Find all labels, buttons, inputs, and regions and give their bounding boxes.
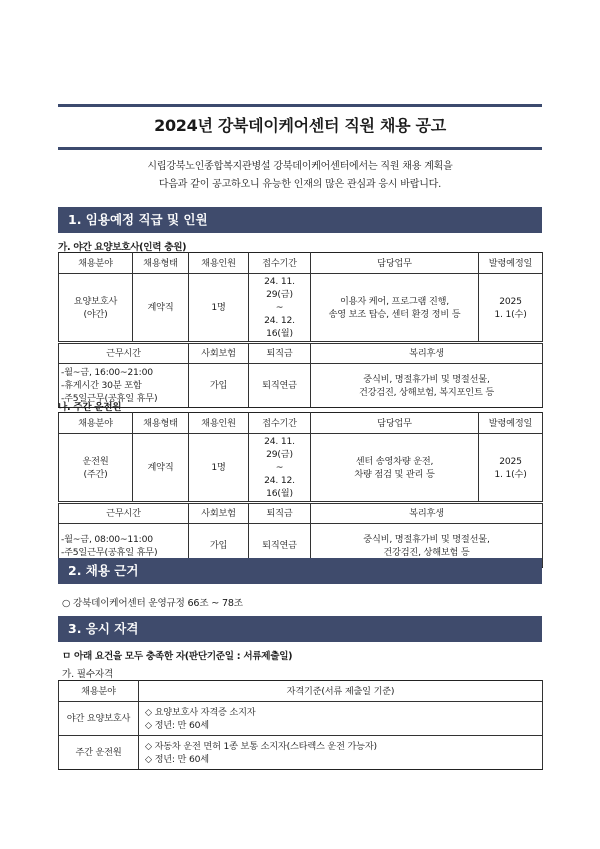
welfare-line: 건강검진, 상해보험 등 <box>383 546 470 558</box>
header-cell: 복리후생 <box>311 343 543 364</box>
qualification-subheading: 가. 필수자격 <box>62 669 114 680</box>
criteria-cell <box>139 702 543 736</box>
qualification-condition: ㅁ 아래 요건을 모두 충족한 자(판단기준일 : 서류제출일) <box>62 651 293 662</box>
night-position-table <box>58 252 543 408</box>
field-cell: 야간 요양보호사 <box>59 702 139 736</box>
type-cell: 계약직 <box>133 274 189 343</box>
header-cell: 근무시간 <box>59 503 189 524</box>
hours-line: -월~금, 08:00~11:00 <box>61 533 153 545</box>
table-row <box>59 681 543 702</box>
table-row <box>59 253 543 274</box>
start-date-cell <box>479 434 543 503</box>
qualification-table <box>58 680 543 770</box>
hours-line: -주5일근무(공휴일 휴무) <box>61 546 158 558</box>
duty-line: 이용자 케어, 프로그램 진행, <box>339 295 450 307</box>
count-cell: 1명 <box>189 434 249 503</box>
field-line: (주간) <box>83 468 108 480</box>
field-line: 요양보호사 <box>73 295 118 307</box>
period-line: ~ <box>275 302 284 313</box>
start-line: 1. 1(수) <box>494 468 527 480</box>
day-position-table <box>58 412 543 568</box>
header-cell: 발령예정일 <box>479 253 543 274</box>
period-line: ~ <box>275 462 284 473</box>
header-cell: 퇴직금 <box>249 503 311 524</box>
header-cell: 채용형태 <box>133 253 189 274</box>
duty-cell <box>311 274 479 343</box>
severance-cell: 퇴직연금 <box>249 364 311 408</box>
criteria-line: ◇ 요양보호사 자격증 소지자 <box>145 706 256 718</box>
header-cell: 채용인원 <box>189 253 249 274</box>
header-cell: 담당업무 <box>311 253 479 274</box>
intro-line-2: 다음과 같이 공고하오니 유능한 인재의 많은 관심과 응시 바랍니다. <box>158 179 442 190</box>
duty-line: 차량 점검 및 관리 등 <box>354 468 435 480</box>
title-rule-top <box>58 104 542 107</box>
criteria-cell <box>139 736 543 770</box>
insurance-cell: 가입 <box>189 364 249 408</box>
header-cell: 근무시간 <box>59 343 189 364</box>
table-row <box>59 343 543 364</box>
start-line: 2025 <box>499 455 522 467</box>
period-line: 24. 12. 16(월) <box>264 315 295 339</box>
count-cell: 1명 <box>189 274 249 343</box>
header-cell: 사회보험 <box>189 503 249 524</box>
header-cell: 접수기간 <box>249 413 311 434</box>
night-position-heading: 가. 야간 요양보호사(인력 충원) <box>58 242 187 253</box>
hours-line: -주5일근무(공휴일 휴무) <box>61 393 158 404</box>
field-cell: 주간 운전원 <box>59 736 139 770</box>
header-cell: 채용분야 <box>59 413 133 434</box>
duty-cell <box>311 434 479 503</box>
header-cell: 사회보험 <box>189 343 249 364</box>
title-rule-bottom <box>58 147 542 150</box>
period-cell <box>249 274 311 343</box>
day-position-heading: 나. 주간 운전원 <box>58 402 122 413</box>
page-title: 2024년 강북데이케어센터 직원 채용 공고 <box>154 116 446 135</box>
field-cell <box>59 434 133 503</box>
field-cell <box>59 274 133 343</box>
hours-line: -휴게시간 30분 포함 <box>61 380 142 391</box>
table-row <box>59 274 543 343</box>
field-line: (야간) <box>83 308 108 320</box>
table-row <box>59 413 543 434</box>
welfare-cell <box>311 364 543 408</box>
table-row <box>59 503 543 524</box>
table-row <box>59 364 543 408</box>
hours-line: -월~금, 16:00~21:00 <box>61 367 153 378</box>
criteria-line: ◇ 자동차 운전 면허 1종 보통 소지자(스타렉스 운전 가능자) <box>145 740 377 752</box>
start-line: 1. 1(수) <box>494 308 527 320</box>
period-line: 24. 11. 29(금) <box>264 276 295 300</box>
header-cell: 채용인원 <box>189 413 249 434</box>
severance-cell: 퇴직연금 <box>249 524 311 568</box>
header-cell: 채용분야 <box>59 253 133 274</box>
header-cell: 발령예정일 <box>479 413 543 434</box>
start-date-cell <box>479 274 543 343</box>
intro-text <box>58 158 542 194</box>
section-3-header: 3. 응시 자격 <box>58 616 542 642</box>
header-cell: 자격기준(서류 제출일 기준) <box>139 681 543 702</box>
type-cell: 계약직 <box>133 434 189 503</box>
duty-line: 센터 송영차량 운전, <box>355 455 434 467</box>
duty-line: 송영 보조 탑승, 센터 환경 정비 등 <box>328 308 461 320</box>
header-cell: 채용형태 <box>133 413 189 434</box>
section-1-header: 1. 임용예정 직급 및 인원 <box>58 207 542 233</box>
header-cell: 복리후생 <box>311 503 543 524</box>
period-cell <box>249 434 311 503</box>
start-line: 2025 <box>499 295 522 307</box>
table-row <box>59 434 543 503</box>
header-cell: 담당업무 <box>311 413 479 434</box>
employment-basis-item: ○ 강북데이케어센터 운영규정 66조 ~ 78조 <box>62 598 243 609</box>
intro-line-1: 시립강북노인종합복지관병설 강북데이케어센터에서는 직원 채용 계획을 <box>147 161 453 172</box>
section-2-header: 2. 채용 근거 <box>58 558 542 584</box>
insurance-cell: 가입 <box>189 524 249 568</box>
criteria-line: ◇ 정년: 만 60세 <box>145 719 209 731</box>
table-row <box>59 736 543 770</box>
period-line: 24. 11. 29(금) <box>264 436 295 460</box>
welfare-line: 건강검진, 상해보험, 복지포인트 등 <box>358 386 495 398</box>
period-line: 24. 12. 16(월) <box>264 475 295 499</box>
welfare-line: 중식비, 명절휴가비 및 명절선물, <box>363 533 490 545</box>
header-cell: 접수기간 <box>249 253 311 274</box>
header-cell: 채용분야 <box>59 681 139 702</box>
welfare-line: 중식비, 명절휴가비 및 명절선물, <box>363 373 490 385</box>
header-cell: 퇴직금 <box>249 343 311 364</box>
table-row <box>59 702 543 736</box>
criteria-line: ◇ 정년: 만 60세 <box>145 753 209 765</box>
field-line: 운전원 <box>82 455 109 467</box>
